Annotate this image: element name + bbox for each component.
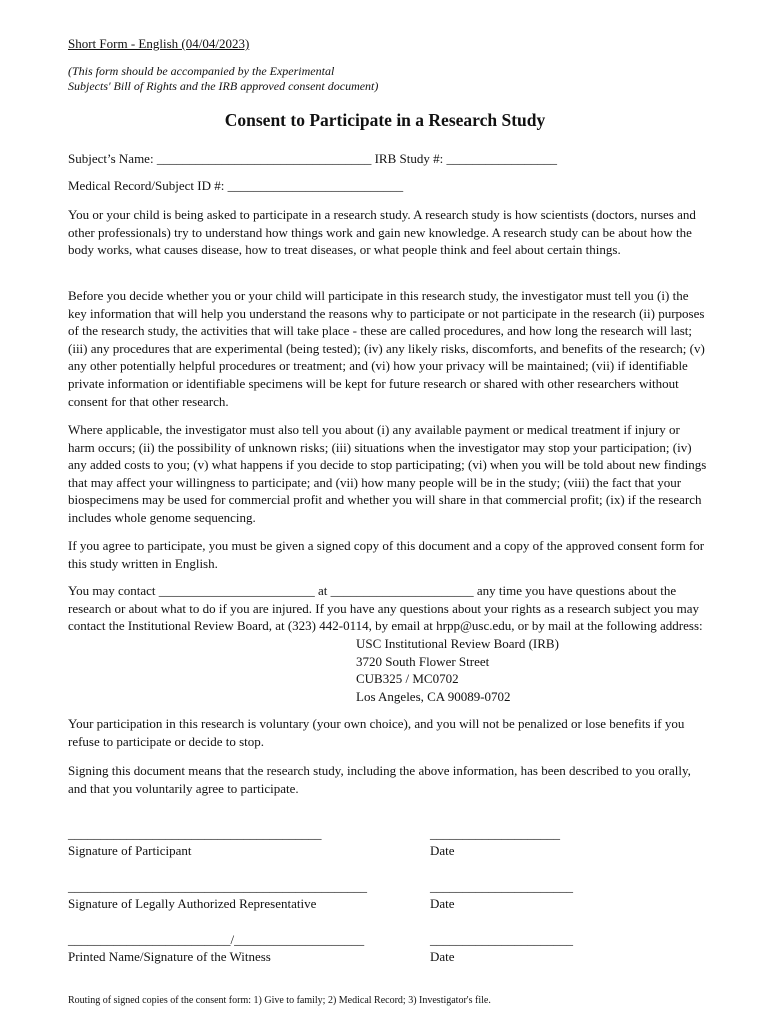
address-line-4: Los Angeles, CA 90089-0702	[356, 688, 511, 704]
subject-name-irb-field: Subject’s Name: _________________________________ IRB Study #: _________________	[68, 151, 557, 166]
irb-address	[356, 635, 559, 705]
routing-footer: Routing of signed copies of the consent form: 1) Give to family; 2) Medical Record; 3) Investigator's file.	[68, 995, 491, 1006]
intro-paragraph: You or your child is being asked to participate in a research study. A research study is how scientists (doctors, nurses and other professionals) try to understand how things work and gain new knowledge. A research study can be about how the body works, what causes disease, how to treat diseases, or what people think and feel about certain things.	[68, 207, 696, 258]
witness-signature-label: Printed Name/Signature of the Witness	[68, 949, 271, 964]
note-line-2: Subjects' Bill of Rights and the IRB approved consent document)	[68, 79, 379, 93]
medical-record-field: Medical Record/Subject ID #: ___________________________	[68, 178, 404, 193]
representative-date-line[interactable]: ______________________	[430, 879, 573, 894]
participant-date-line[interactable]: ____________________	[430, 826, 560, 841]
representative-signature-line[interactable]: ______________________________________________	[68, 879, 367, 894]
form-version: Short Form - English (04/04/2023)	[68, 36, 250, 51]
representative-date-label: Date	[430, 896, 455, 911]
signing-meaning-paragraph: Signing this document means that the research study, including the above information, has been described to you orally, and that you voluntarily agree to participate.	[68, 763, 691, 796]
witness-date-line[interactable]: ______________________	[430, 932, 573, 947]
representative-signature-label: Signature of Legally Authorized Representative	[68, 896, 317, 911]
accompaniment-note	[68, 64, 428, 94]
witness-date-label: Date	[430, 949, 455, 964]
participant-signature-line[interactable]: _______________________________________	[68, 826, 322, 841]
disclosure-paragraph: Before you decide whether you or your child will participate in this research study, the investigator must tell you (i) the key information that will help you understand the reasons why to participate or not participate in the research (ii) purposes of the research study, the activities that will take place - these are called procedures, and how long the research will last; (iii) any procedures that are experimental (being tested); (iv) any likely risks, discomforts, and benefits of the research; (v) any other potentially helpful procedures or treatment; and (vi) how your privacy will be maintained; (vii) if identifiable private information or identifiable specimens will be kept for future research or shared with other researchers without consent for that other research.	[68, 288, 705, 409]
voluntary-paragraph: Your participation in this research is voluntary (your own choice), and you will not be penalized or lose benefits if you refuse to participate or decide to stop.	[68, 716, 685, 749]
address-line-1: USC Institutional Review Board (IRB)	[356, 636, 559, 651]
address-line-2: 3720 South Flower Street	[356, 653, 490, 669]
participant-signature-label: Signature of Participant	[68, 843, 192, 858]
signed-copy-paragraph: If you agree to participate, you must be given a signed copy of this document and a copy of the approved consent form for this study written in English.	[68, 538, 705, 571]
note-line-1: (This form should be accompanied by the Experimental	[68, 64, 335, 78]
address-line-3: CUB325 / MC0702	[356, 671, 459, 687]
contact-paragraph: You may contact ________________________ at ______________________ any time you have questions about the research or about what to do if you are injured. If you have any questions about your rights as a research subject you may contact the Institutional Review Board, at (323) 442-0114, by email at hrpp@usc.edu, or by mail at the following address:	[68, 583, 703, 634]
participant-date-label: Date	[430, 843, 455, 858]
page-title: Consent to Participate in a Research Study	[224, 110, 546, 130]
applicable-disclosure-paragraph: Where applicable, the investigator must also tell you about (i) any available payment or medical treatment if injury or harm occurs; (ii) the possibility of unknown risks; (iii) situations when the investigator may stop your participation; (iv) any added costs to you; (v) what happens if you decide to stop participating; (vi) when you will be told about new findings that may affect your willingness to participate; and (vii) how many people will be in the study; (viii) the fact that your biospecimens may be used for commercial profit and whether you will share in that commercial profit; (ix) if the research includes whole genome sequencing.	[68, 422, 707, 525]
witness-signature-line[interactable]: _________________________/____________________	[68, 932, 365, 947]
